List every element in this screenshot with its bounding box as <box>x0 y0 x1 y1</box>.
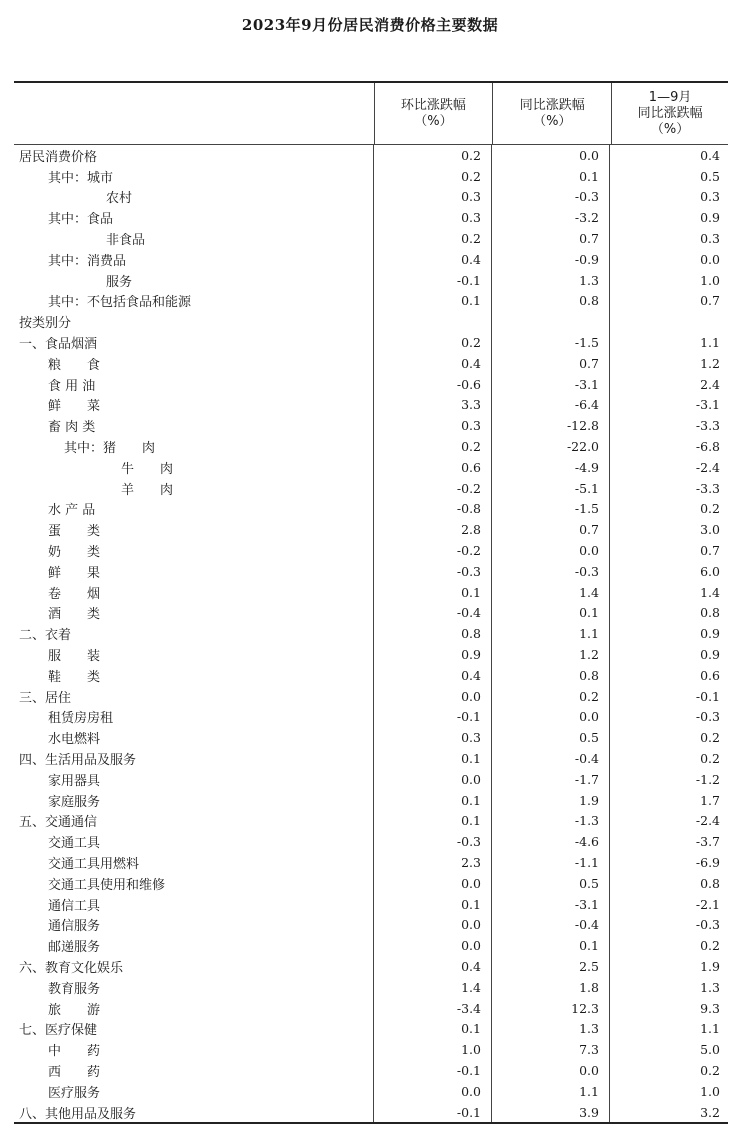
header-mom <box>375 83 494 144</box>
yoy-value: 0.7 <box>492 519 610 540</box>
mom-value: 0.1 <box>374 894 492 915</box>
row-label: 邮递服务 <box>14 935 374 956</box>
table-row <box>14 935 728 956</box>
mom-value: -0.6 <box>374 374 492 395</box>
ytd-value: 1.3 <box>700 979 720 995</box>
ytd-value: 1.7 <box>700 792 720 808</box>
table-row <box>14 873 728 894</box>
mom-value: 0.1 <box>374 790 492 811</box>
table-row <box>14 145 728 166</box>
yoy-value: 7.3 <box>492 1039 610 1060</box>
ytd-value: 0.0 <box>700 251 720 267</box>
ytd-value: -0.3 <box>695 917 720 933</box>
row-label: 七、医疗保健 <box>14 1018 374 1039</box>
table-row <box>14 727 728 748</box>
table-row <box>14 499 728 520</box>
row-label: 水 产 品 <box>14 499 374 520</box>
table-body <box>14 145 728 1122</box>
ytd-value: -2.1 <box>695 896 720 912</box>
row-label: 四、生活用品及服务 <box>14 748 374 769</box>
yoy-value: 0.1 <box>492 166 610 187</box>
mom-value: 0.0 <box>374 686 492 707</box>
table-row <box>14 207 728 228</box>
ytd-value <box>610 311 726 332</box>
ytd-value: -3.1 <box>695 397 720 413</box>
row-label: 服 装 <box>14 644 374 665</box>
yoy-value: 1.8 <box>492 977 610 998</box>
table-row <box>14 332 728 353</box>
table-row <box>14 811 728 832</box>
row-label: 奶 类 <box>14 540 374 561</box>
mom-value: -0.4 <box>374 603 492 624</box>
table-header <box>14 83 728 145</box>
row-label: 农村 <box>14 187 374 208</box>
ytd-value: 0.3 <box>700 231 720 247</box>
row-label: 医疗服务 <box>14 1081 374 1102</box>
ytd-value: 0.2 <box>700 730 720 746</box>
yoy-value: -6.4 <box>492 395 610 416</box>
ytd-value: 0.3 <box>700 189 720 205</box>
row-label: 教育服务 <box>14 977 374 998</box>
table-row <box>14 1018 728 1039</box>
row-label: 交通工具使用和维修 <box>14 873 374 894</box>
header-ytd <box>612 83 728 144</box>
row-label: 租赁房房租 <box>14 707 374 728</box>
table-row <box>14 665 728 686</box>
ytd-value: 3.0 <box>700 522 720 538</box>
yoy-value: 1.3 <box>492 1018 610 1039</box>
table-row <box>14 374 728 395</box>
row-label: 三、居住 <box>14 686 374 707</box>
yoy-value: 0.2 <box>492 686 610 707</box>
yoy-value: 0.8 <box>492 291 610 312</box>
row-label: 鲜 菜 <box>14 395 374 416</box>
table-row <box>14 270 728 291</box>
table-row <box>14 1102 728 1123</box>
ytd-value: 1.1 <box>700 335 720 351</box>
ytd-value: 2.4 <box>700 376 720 392</box>
row-label: 牛 肉 <box>14 457 374 478</box>
mom-value: 0.8 <box>374 623 492 644</box>
row-label: 八、其他用品及服务 <box>14 1102 374 1123</box>
yoy-value: 1.1 <box>492 1081 610 1102</box>
table-row <box>14 790 728 811</box>
table-row <box>14 457 728 478</box>
row-label: 卷 烟 <box>14 582 374 603</box>
mom-value: 0.3 <box>374 187 492 208</box>
ytd-value: -6.8 <box>695 439 720 455</box>
table-row <box>14 415 728 436</box>
ytd-value: 1.2 <box>700 355 720 371</box>
mom-value: 0.0 <box>374 914 492 935</box>
yoy-value: 0.0 <box>492 540 610 561</box>
table-row <box>14 707 728 728</box>
mom-value: 0.0 <box>374 873 492 894</box>
mom-value: 0.0 <box>374 769 492 790</box>
table-row <box>14 769 728 790</box>
mom-value: -0.1 <box>374 1060 492 1081</box>
mom-value: 0.2 <box>374 436 492 457</box>
row-label: 通信服务 <box>14 914 374 935</box>
table-row <box>14 831 728 852</box>
table-row <box>14 540 728 561</box>
table-row <box>14 249 728 270</box>
yoy-value: 0.5 <box>492 727 610 748</box>
row-label: 一、食品烟酒 <box>14 332 374 353</box>
table-row <box>14 914 728 935</box>
yoy-value: 0.0 <box>492 1060 610 1081</box>
table-row <box>14 852 728 873</box>
table-row <box>14 977 728 998</box>
ytd-value: 0.5 <box>700 168 720 184</box>
yoy-value: 1.2 <box>492 644 610 665</box>
mom-value <box>374 311 492 332</box>
row-label: 按类别分 <box>14 311 374 332</box>
yoy-value: 12.3 <box>492 998 610 1019</box>
yoy-value: 0.1 <box>492 935 610 956</box>
mom-value: 0.9 <box>374 644 492 665</box>
yoy-value <box>492 311 610 332</box>
table-row <box>14 582 728 603</box>
ytd-value: 0.6 <box>700 667 720 683</box>
mom-value: 0.3 <box>374 415 492 436</box>
table-row <box>14 395 728 416</box>
yoy-value: 0.7 <box>492 228 610 249</box>
header-yoy <box>493 83 612 144</box>
yoy-value: -5.1 <box>492 478 610 499</box>
yoy-value: -4.9 <box>492 457 610 478</box>
ytd-value: 0.7 <box>700 543 720 559</box>
ytd-value: 0.7 <box>700 293 720 309</box>
ytd-value: -3.3 <box>695 480 720 496</box>
mom-value: 0.1 <box>374 582 492 603</box>
ytd-value: -0.1 <box>695 688 720 704</box>
yoy-value: -1.5 <box>492 332 610 353</box>
header-ytd-label: 同比涨跌幅 <box>637 105 703 121</box>
table-row <box>14 166 728 187</box>
table-row <box>14 228 728 249</box>
row-label: 非食品 <box>14 228 374 249</box>
yoy-value: 1.9 <box>492 790 610 811</box>
row-label: 酒 类 <box>14 603 374 624</box>
yoy-value: 0.5 <box>492 873 610 894</box>
row-label: 食 用 油 <box>14 374 374 395</box>
row-label: 交通工具用燃料 <box>14 852 374 873</box>
table-row <box>14 748 728 769</box>
ytd-value: 1.0 <box>700 1083 720 1099</box>
row-label: 交通工具 <box>14 831 374 852</box>
row-label: 粮 食 <box>14 353 374 374</box>
header-mom-unit: （%） <box>414 113 453 129</box>
mom-value: 1.4 <box>374 977 492 998</box>
row-label: 居民消费价格 <box>14 145 374 166</box>
row-label: 五、交通通信 <box>14 811 374 832</box>
mom-value: 0.0 <box>374 935 492 956</box>
yoy-value: -0.3 <box>492 187 610 208</box>
row-label: 其中：城市 <box>14 166 374 187</box>
yoy-value: -1.5 <box>492 499 610 520</box>
mom-value: -0.1 <box>374 707 492 728</box>
mom-value: 0.1 <box>374 811 492 832</box>
table-row <box>14 1039 728 1060</box>
yoy-value: -22.0 <box>492 436 610 457</box>
yoy-value: 1.4 <box>492 582 610 603</box>
header-yoy-label: 同比涨跌幅 <box>519 97 585 113</box>
ytd-value: -2.4 <box>695 459 720 475</box>
header-ytd-unit: （%） <box>650 121 690 137</box>
mom-value: 0.1 <box>374 291 492 312</box>
ytd-value: 6.0 <box>700 563 720 579</box>
ytd-value: 0.2 <box>700 1062 720 1078</box>
table-row <box>14 623 728 644</box>
yoy-value: -1.7 <box>492 769 610 790</box>
table-row <box>14 1081 728 1102</box>
row-label: 其中：消费品 <box>14 249 374 270</box>
row-label: 旅 游 <box>14 998 374 1019</box>
yoy-value: -4.6 <box>492 831 610 852</box>
ytd-value: 9.3 <box>700 1000 720 1016</box>
table-row <box>14 353 728 374</box>
mom-value: 1.0 <box>374 1039 492 1060</box>
yoy-value: -12.8 <box>492 415 610 436</box>
ytd-value: -1.2 <box>695 771 720 787</box>
cpi-table <box>14 81 728 1124</box>
yoy-value: -0.3 <box>492 561 610 582</box>
table-row <box>14 291 728 312</box>
mom-value: -0.1 <box>374 270 492 291</box>
table-row <box>14 311 728 332</box>
table-row <box>14 1060 728 1081</box>
mom-value: 0.2 <box>374 166 492 187</box>
mom-value: 0.2 <box>374 332 492 353</box>
table-row <box>14 436 728 457</box>
table-row <box>14 894 728 915</box>
mom-value: 0.3 <box>374 727 492 748</box>
row-label: 畜 肉 类 <box>14 415 374 436</box>
row-label: 六、教育文化娱乐 <box>14 956 374 977</box>
yoy-value: -1.3 <box>492 811 610 832</box>
mom-value: 0.3 <box>374 207 492 228</box>
yoy-value: -0.9 <box>492 249 610 270</box>
yoy-value: 0.8 <box>492 665 610 686</box>
row-label: 中 药 <box>14 1039 374 1060</box>
row-label: 家庭服务 <box>14 790 374 811</box>
table-row <box>14 644 728 665</box>
ytd-value: -0.3 <box>695 709 720 725</box>
header-blank-cell <box>14 83 375 144</box>
ytd-value: 1.1 <box>700 1021 720 1037</box>
table-row <box>14 187 728 208</box>
mom-value: 0.4 <box>374 956 492 977</box>
yoy-value: -3.2 <box>492 207 610 228</box>
row-label: 鲜 果 <box>14 561 374 582</box>
ytd-value: -6.9 <box>695 854 720 870</box>
mom-value: 0.4 <box>374 665 492 686</box>
yoy-value: -3.1 <box>492 894 610 915</box>
ytd-value: 3.2 <box>700 1104 720 1120</box>
mom-value: 0.0 <box>374 1081 492 1102</box>
mom-value: 2.3 <box>374 852 492 873</box>
page-title: 2023年9月份居民消费价格主要数据 <box>241 16 499 34</box>
table-row <box>14 561 728 582</box>
header-yoy-unit: （%） <box>533 113 572 129</box>
ytd-value: 0.8 <box>700 605 720 621</box>
yoy-value: 1.3 <box>492 270 610 291</box>
ytd-value: 0.9 <box>700 626 720 642</box>
mom-value: 0.1 <box>374 748 492 769</box>
yoy-value: -0.4 <box>492 914 610 935</box>
mom-value: 0.1 <box>374 1018 492 1039</box>
mom-value: -0.2 <box>374 540 492 561</box>
ytd-value: -3.3 <box>695 418 720 434</box>
ytd-value: 0.2 <box>700 938 720 954</box>
header-ytd-period: 1—9月 <box>648 89 692 105</box>
mom-value: 3.3 <box>374 395 492 416</box>
ytd-value: 1.4 <box>700 584 720 600</box>
yoy-value: 0.7 <box>492 353 610 374</box>
mom-value: -0.1 <box>374 1102 492 1123</box>
row-label: 水电燃料 <box>14 727 374 748</box>
row-label: 通信工具 <box>14 894 374 915</box>
yoy-value: 3.9 <box>492 1102 610 1123</box>
row-label: 家用器具 <box>14 769 374 790</box>
yoy-value: -0.4 <box>492 748 610 769</box>
ytd-value: -3.7 <box>695 834 720 850</box>
mom-value: 0.2 <box>374 145 492 166</box>
header-mom-label: 环比涨跌幅 <box>400 97 466 113</box>
ytd-value: 1.9 <box>700 958 720 974</box>
yoy-value: 0.1 <box>492 603 610 624</box>
yoy-value: 0.0 <box>492 707 610 728</box>
ytd-value: 0.4 <box>700 147 720 163</box>
mom-value: 2.8 <box>374 519 492 540</box>
yoy-value: 1.1 <box>492 623 610 644</box>
mom-value: -3.4 <box>374 998 492 1019</box>
ytd-value: 5.0 <box>700 1042 720 1058</box>
table-row <box>14 603 728 624</box>
yoy-value: 0.0 <box>492 145 610 166</box>
ytd-value: 0.2 <box>700 501 720 517</box>
row-label: 其中：猪 肉 <box>14 436 374 457</box>
yoy-value: 2.5 <box>492 956 610 977</box>
row-label: 西 药 <box>14 1060 374 1081</box>
table-row <box>14 519 728 540</box>
ytd-value: 0.8 <box>700 875 720 891</box>
ytd-value: -2.4 <box>695 813 720 829</box>
mom-value: -0.2 <box>374 478 492 499</box>
row-label: 服务 <box>14 270 374 291</box>
mom-value: 0.4 <box>374 353 492 374</box>
mom-value: 0.4 <box>374 249 492 270</box>
mom-value: -0.3 <box>374 561 492 582</box>
row-label: 其中：食品 <box>14 207 374 228</box>
row-label: 蛋 类 <box>14 519 374 540</box>
mom-value: 0.6 <box>374 457 492 478</box>
row-label: 羊 肉 <box>14 478 374 499</box>
yoy-value: -1.1 <box>492 852 610 873</box>
ytd-value: 0.9 <box>700 647 720 663</box>
mom-value: -0.8 <box>374 499 492 520</box>
row-label: 二、衣着 <box>14 623 374 644</box>
row-label: 鞋 类 <box>14 665 374 686</box>
mom-value: 0.2 <box>374 228 492 249</box>
yoy-value: -3.1 <box>492 374 610 395</box>
ytd-value: 0.2 <box>700 751 720 766</box>
table-row <box>14 478 728 499</box>
mom-value: -0.3 <box>374 831 492 852</box>
table-row <box>14 686 728 707</box>
table-row <box>14 998 728 1019</box>
row-label: 其中：不包括食品和能源 <box>14 291 374 312</box>
table-row <box>14 956 728 977</box>
ytd-value: 1.0 <box>700 272 720 288</box>
ytd-value: 0.9 <box>700 210 720 226</box>
